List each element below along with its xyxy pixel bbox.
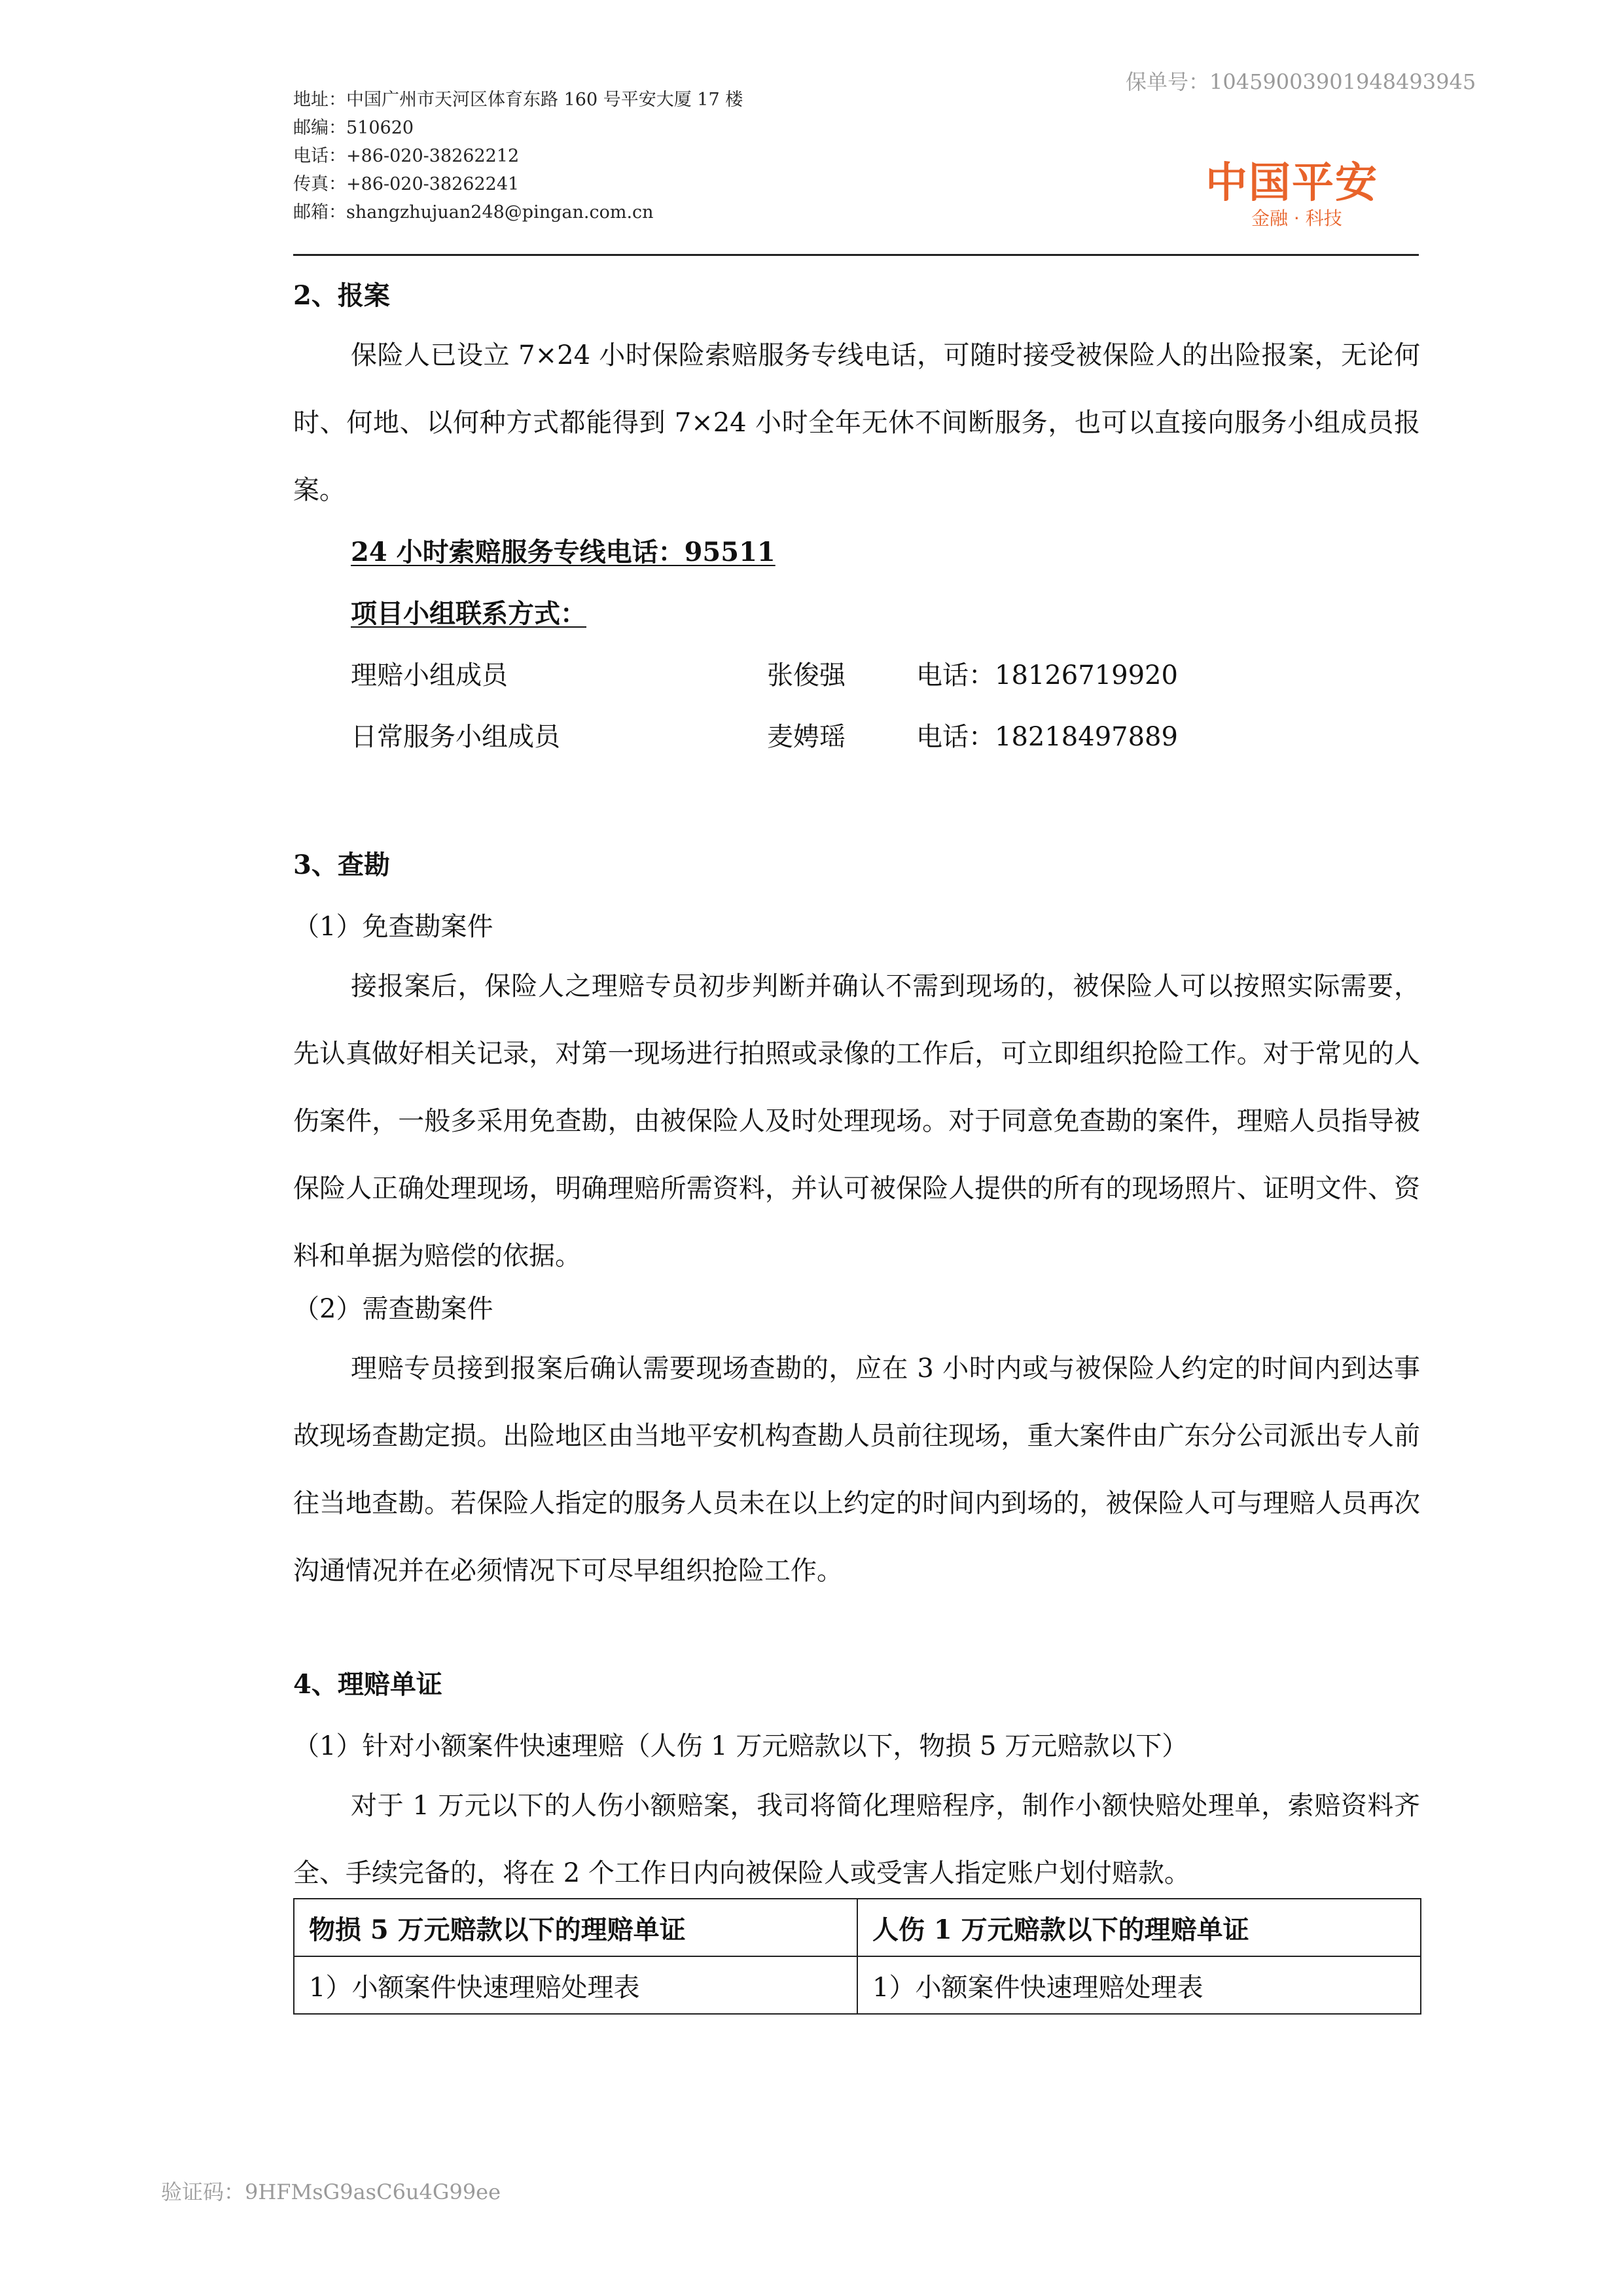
section-4-paragraph: 对于 1 万元以下的人伤小额赔案，我司将简化理赔程序，制作小额快赔处理单，索赔资料齐全、手续完备的，将在 2 个工作日内向被保险人或受害人指定账户划付赔款。: [293, 1791, 1420, 1888]
table-header-row: [294, 1899, 1421, 1956]
section-2-heading: 2、报案: [293, 280, 390, 311]
section-3-paragraph-2: 理赔专员接到报案后确认需要现场查勘的，应在 3 小时内或与被保险人约定的时间内到达事故现场查勘定损。出险地区由当地平安机构查勘人员前往现场，重大案件由广东分公司派出专人前往当地查勘。若保险人指定的服务人员未在以上约定的时间内到场的，被保险人可与理赔人员再次沟通情况并在必须情况下可尽早组织抢险工作。: [293, 1354, 1420, 1586]
hotline: [351, 531, 776, 569]
member-phone: 电话：18126719920: [916, 660, 1178, 691]
email-line: 邮箱：shangzhujuan248@pingan.com.cn: [293, 202, 654, 223]
member-phone: 电话：18218497889: [916, 722, 1178, 752]
member-name: 麦娉瑶: [767, 722, 846, 752]
section-3-paragraph-1: 接报案后，保险人之理赔专员初步判断并确认不需到现场的，被保险人可以按照实际需要，先认真做好相关记录，对第一现场进行拍照或录像的工作后，可立即组织抢险工作。对于常见的人伤案件，一般多采用免查勘，由被保险人及时处理现场。对于同意免查勘的案件，理赔人员指导被保险人正确处理现场，明确理赔所需资料，并认可被保险人提供的所有的现场照片、证明文件、资料和单据为赔偿的依据。: [293, 971, 1420, 1271]
team-contact-title-text: 项目小组联系方式：: [351, 598, 586, 629]
verification-code: 验证码：9HFMsG9asC6u4G99ee: [161, 2179, 501, 2204]
section-3-sub-1: （1）免查勘案件: [293, 912, 493, 942]
table-header-cell: 人伤 1 万元赔款以下的理赔单证: [857, 1899, 1421, 1956]
table-row: [294, 1956, 1421, 2014]
section-4-heading: 4、理赔单证: [293, 1669, 442, 1700]
phone-line: 电话：+86-020-38262212: [293, 146, 520, 166]
header-divider: [293, 254, 1419, 256]
member-role: 日常服务小组成员: [351, 722, 560, 752]
company-slogan: 金融 · 科技: [1251, 207, 1342, 229]
section-3-sub-2: （2）需查勘案件: [293, 1294, 493, 1324]
member-name: 张俊强: [767, 660, 846, 691]
table-header-cell: 物损 5 万元赔款以下的理赔单证: [294, 1899, 857, 1956]
address-line: 地址：中国广州市天河区体育东路 160 号平安大厦 17 楼: [293, 90, 743, 110]
member-role: 理赔小组成员: [351, 660, 508, 691]
section-3-heading: 3、查勘: [293, 850, 390, 880]
team-contact-title: [351, 593, 586, 630]
section-2-paragraph: 保险人已设立 7×24 小时保险索赔服务专线电话，可随时接受被保险人的出险报案，无论何时、何地、以何种方式都能得到 7×24 小时全年无休不间断服务，也可以直接向服务小组成员报案。: [293, 340, 1420, 505]
policy-number: 保单号：10459003901948493945: [1126, 69, 1476, 94]
fax-line: 传真：+86-020-38262241: [293, 174, 520, 194]
section-4-sub-1: （1）针对小额案件快速理赔（人伤 1 万元赔款以下，物损 5 万元赔款以下）: [293, 1731, 1188, 1761]
postcode-line: 邮编：510620: [293, 118, 414, 138]
table-cell: 1）小额案件快速理赔处理表: [857, 1956, 1421, 2014]
claim-documents-table: [293, 1898, 1421, 2015]
hotline-text: 24 小时索赔服务专线电话：95511: [351, 537, 776, 567]
table-cell: 1）小额案件快速理赔处理表: [294, 1956, 857, 2014]
company-logo: 中国平安: [1205, 159, 1378, 207]
